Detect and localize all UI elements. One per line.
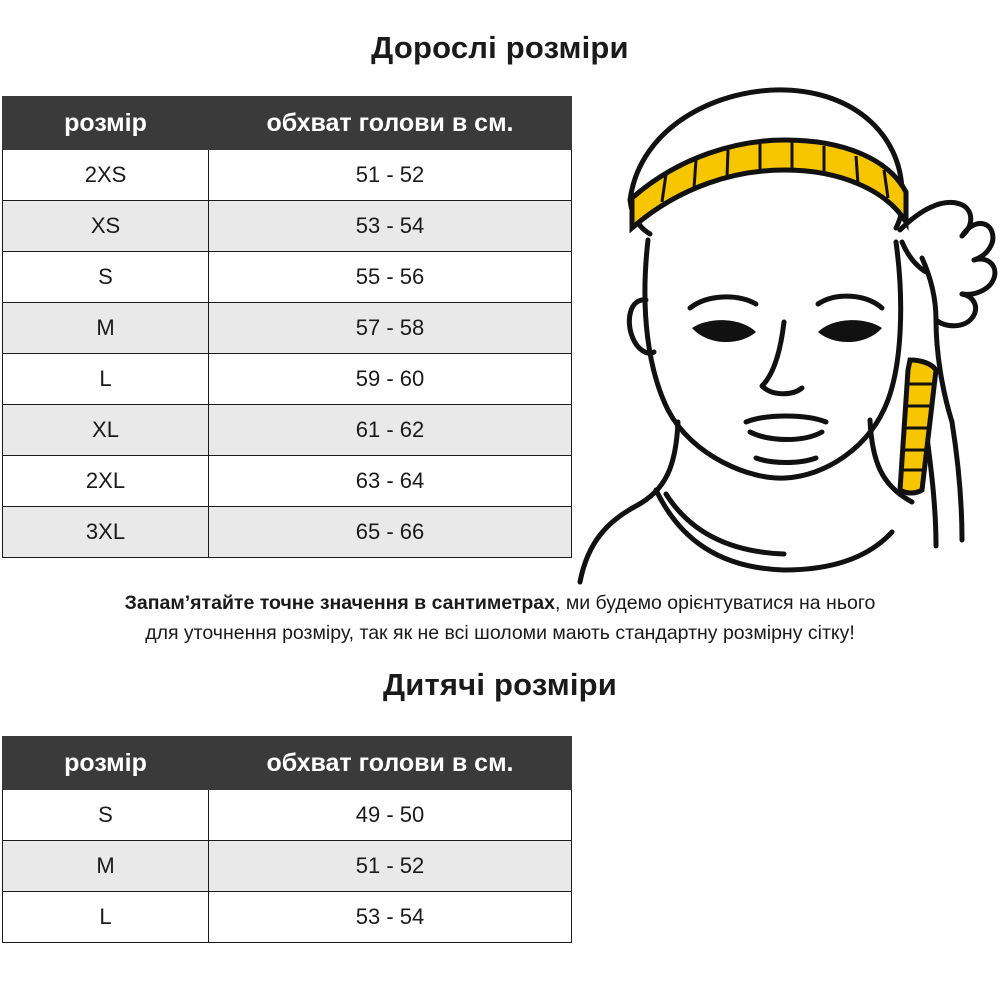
cell-size: S [3,790,209,841]
cell-size: M [3,303,209,354]
cell-size: L [3,892,209,943]
column-header-circumference: обхват голови в см. [209,97,572,150]
cell-circumference: 53 - 54 [209,892,572,943]
cell-size: XS [3,201,209,252]
column-header-size: розмір [3,737,209,790]
table-row [3,303,572,354]
cell-circumference: 49 - 50 [209,790,572,841]
cell-circumference: 63 - 64 [209,456,572,507]
adult-size-table [2,96,572,558]
table-row [3,892,572,943]
table-header-row [3,97,572,150]
note-rest-text: , ми будемо орієнтуватися на нього [554,592,876,614]
table-row [3,790,572,841]
kids-size-table [2,736,572,943]
cell-circumference: 55 - 56 [209,252,572,303]
cell-circumference: 51 - 52 [209,150,572,201]
table-row [3,841,572,892]
measurement-note [20,588,980,648]
cell-size: 2XS [3,150,209,201]
table-row [3,456,572,507]
head-measuring-illustration [570,70,1000,590]
cell-circumference: 65 - 66 [209,507,572,558]
note-line-1 [125,592,876,614]
kids-section-title: Дитячі розміри [382,667,618,702]
cell-circumference: 57 - 58 [209,303,572,354]
note-bold-text: Запам’ятайте точне значення в сантиметрах [124,592,555,614]
adult-section-title: Дорослі розміри [371,30,629,65]
cell-circumference: 61 - 62 [209,405,572,456]
cell-size: 3XL [3,507,209,558]
column-header-size: розмір [3,97,209,150]
column-header-circumference: обхват голови в см. [209,737,572,790]
table-row [3,252,572,303]
cell-circumference: 53 - 54 [209,201,572,252]
cell-size: M [3,841,209,892]
table-row [3,507,572,558]
cell-size: 2XL [3,456,209,507]
cell-circumference: 59 - 60 [209,354,572,405]
table-row [3,150,572,201]
table-row [3,405,572,456]
table-row [3,201,572,252]
cell-size: L [3,354,209,405]
table-header-row [3,737,572,790]
cell-size: XL [3,405,209,456]
cell-circumference: 51 - 52 [209,841,572,892]
table-row [3,354,572,405]
note-line-2: для уточнення розміру, так як не всі шоломи мають стандартну розмірну сітку! [145,622,855,644]
cell-size: S [3,252,209,303]
